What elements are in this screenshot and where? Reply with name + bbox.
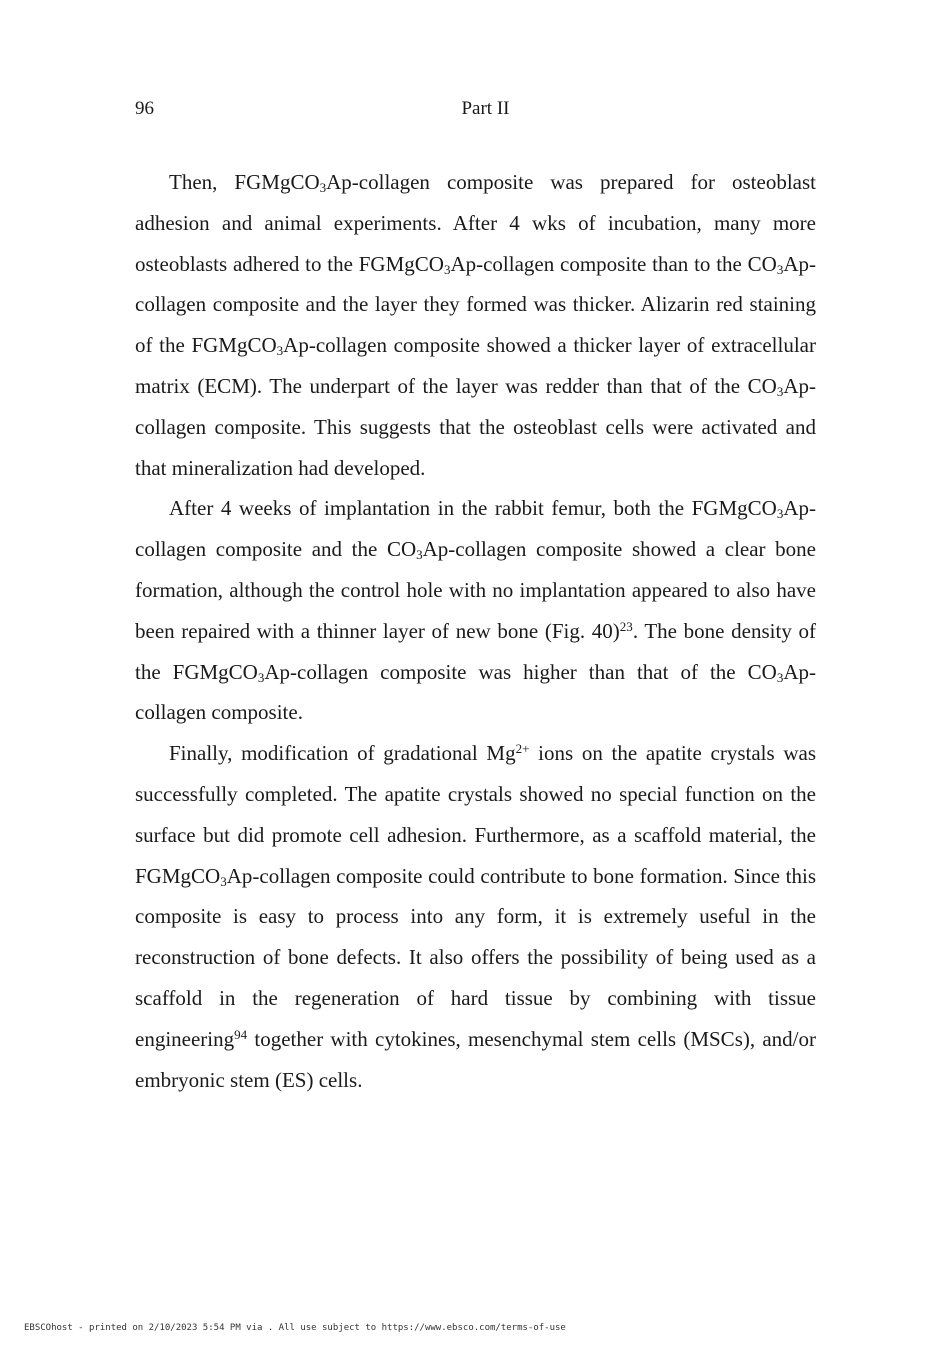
subscript: 3 — [443, 261, 451, 277]
page-number: 96 — [135, 98, 154, 119]
text-run: Ap-collagen composite and the layer they formed was thicker. Alizarin red staining of the FGMgCO — [135, 251, 816, 358]
superscript: 2+ — [515, 741, 530, 756]
subscript: 3 — [776, 506, 784, 522]
running-head: Part II — [461, 98, 510, 119]
text-run: Ap-collagen composite. — [135, 659, 816, 725]
superscript: 94 — [234, 1026, 248, 1042]
text-run: Ap-collagen composite. This suggests that the osteoblast cells were activated and that mineralization had developed. — [135, 373, 816, 480]
text-run: Ap-collagen composite was prepared for osteoblast adhesion and animal experiments. After 4 wks of incubation, many more osteoblasts adhered to the FGMgCO — [135, 170, 816, 276]
text-run: After 4 weeks of implantation in the rabbit femur, both the FGMgCO — [169, 496, 777, 521]
subscript: 3 — [276, 343, 284, 359]
subscript: 3 — [416, 547, 423, 563]
text-run: Ap-collagen composite than to the CO — [450, 251, 777, 276]
body-text — [135, 162, 816, 1100]
print-footer: EBSCOhost - printed on 2/10/2023 5:54 PM via . All use subject to https://www.ebsco.com/terms-of-use — [24, 1323, 566, 1333]
text-run: Then, FGMgCO — [169, 170, 320, 194]
text-run: Ap-collagen composite could contribute to bone formation. Since this composite is easy to process into any form, it is extremely useful in the reconstruction of bone defects. It also offers the possibility of being used as a scaffold in the regeneration of hard tissue by combining with tissue engineering — [135, 863, 816, 1051]
text-run: ions on the apatite crystals was successfully completed. The apatite crystals showed no special function on the surface but did promote cell adhesion. Furthermore, as a scaffold material, the FGMgCO — [135, 741, 816, 888]
superscript: 23 — [619, 618, 633, 634]
paragraph-1 — [135, 162, 816, 488]
text-run: Ap-collagen composite and the CO — [135, 496, 816, 562]
subscript: 3 — [220, 873, 227, 889]
text-run: Finally, modification of gradational Mg — [169, 741, 516, 766]
text-run: Ap-collagen composite showed a thicker layer of extracellular matrix (ECM). The underpart of the layer was redder than that of the CO — [135, 333, 816, 398]
paragraph-3 — [135, 733, 816, 1100]
subscript: 3 — [776, 383, 784, 399]
subscript: 3 — [776, 261, 784, 277]
text-run: Ap-collagen composite was higher than that of the CO — [264, 659, 777, 684]
text-run: . The bone density of the FGMgCO — [135, 618, 816, 684]
subscript: 3 — [257, 669, 265, 685]
subscript: 3 — [319, 179, 327, 195]
paragraph-2 — [135, 488, 816, 733]
text-run: Ap-collagen composite showed a clear bone formation, although the control hole with no implantation appeared to also have been repaired with a thinner layer of new bone (Fig. 40) — [135, 537, 816, 643]
text-run: together with cytokines, mesenchymal stem cells (MSCs), and/or embryonic stem (ES) cells. — [135, 1026, 816, 1092]
subscript: 3 — [776, 669, 784, 685]
